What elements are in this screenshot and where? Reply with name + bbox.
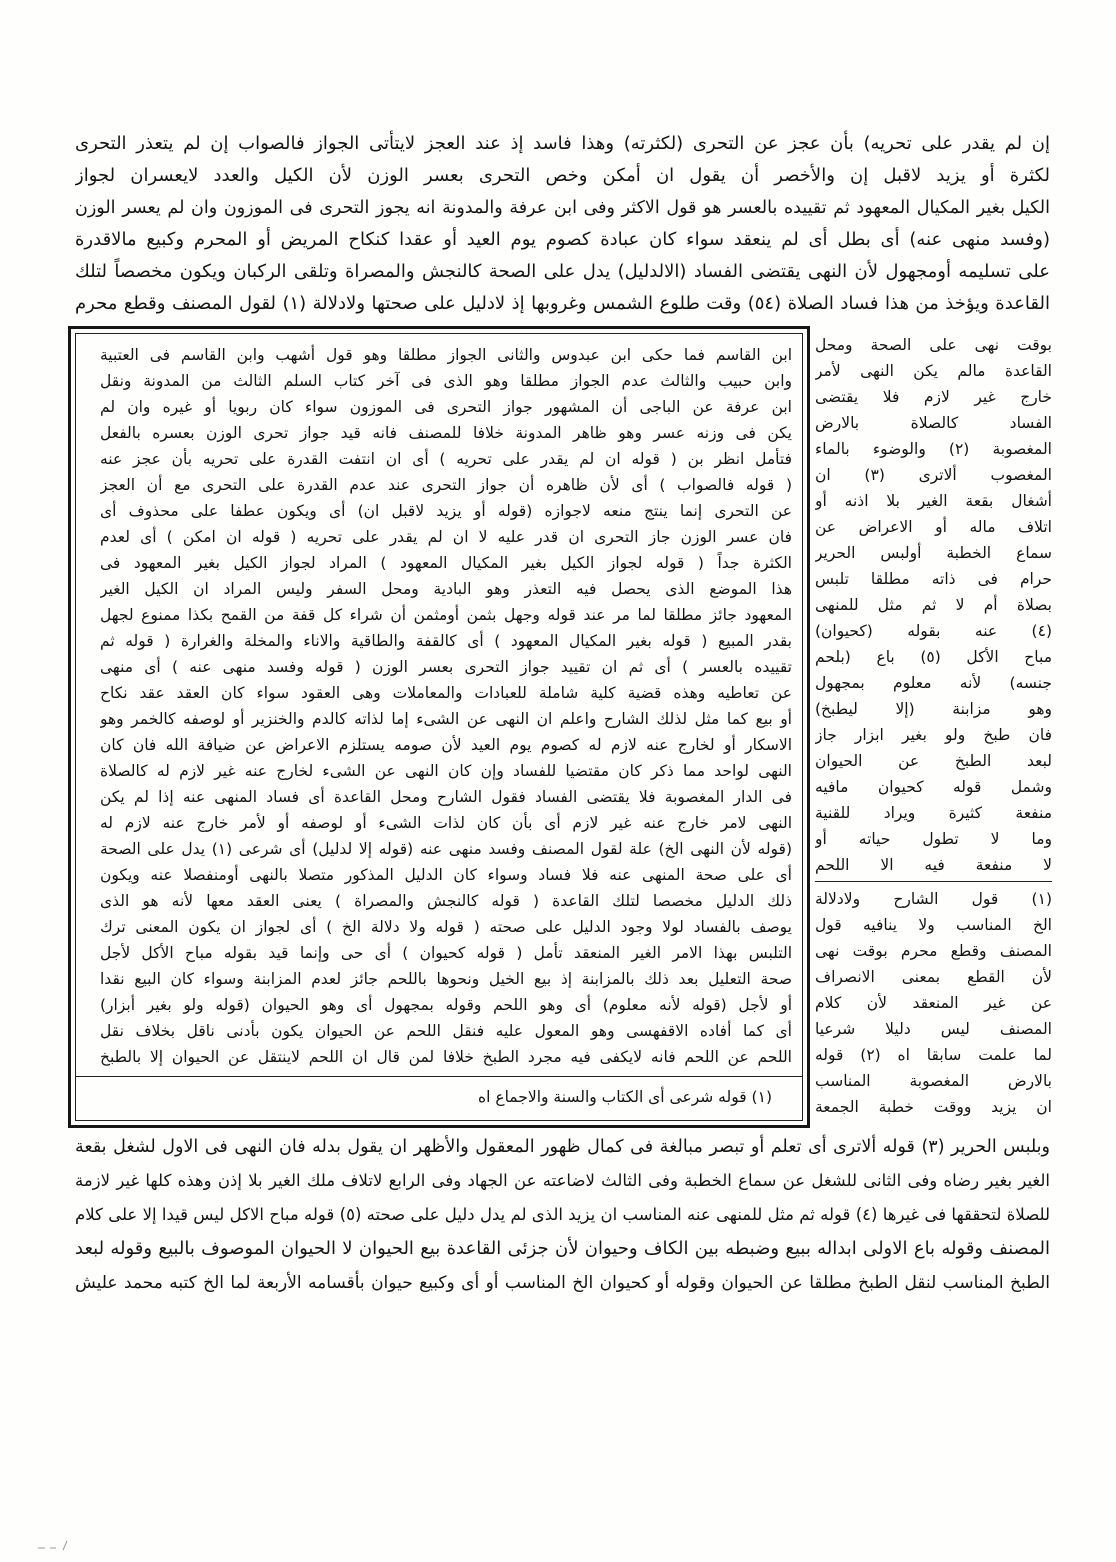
commentary-line: ابن عرفة عن الباجى أن المشهور جواز التحرى فى الموزون سواء كان ربويا أو غيره وان لم <box>100 398 792 416</box>
commentary-line: أى كما أفاده الاقفهسى وهو المعول عليه فنقل اللحم عن الحيوان يكون بأدنى ناقل بخلاف نقل <box>100 1022 792 1040</box>
commentary-text <box>100 342 792 1070</box>
commentary-line: المعهود جائز مطلقا لما مر عند قوله وجهل بثمن أومثمن أن شراء كل قفة من القمح بكذا ممنوع لجهل <box>100 606 792 624</box>
margin-gloss-line: منفعة كثيرة ويراد للقنية <box>815 804 1052 822</box>
margin-gloss-line: المغصوب ألاترى (٣) ان <box>815 466 1052 484</box>
top-text-line: إن لم يقدر على تحريه) بأن عجز عن التحرى (لكثرته) وهذا فاسد إذ عند العجز لايتأتى الجواز فالصواب إن لم يتعذر التحرى <box>75 133 1050 154</box>
commentary-line: عن تعاطيه وهذه قضية كلية شاملة للعبادات والمعاملات وهى العقود سواء كان العقد عقد نكاح <box>100 684 792 702</box>
commentary-line: فى الدار المغصوبة فلا يقتضى الفساد فقول الشارح ومحل القاعدة أى فساد المنهى عنه إذا لم يكن <box>100 788 792 806</box>
margin-gloss-line: وشمل قوله كحيوان مافيه <box>815 778 1052 796</box>
commentary-line: اللحم عن اللحم فانه لايكفى فيه مجرد الطبخ خلافا لمن قال ان اللحم لاينتقل عن الحيوان إلا بالطبخ <box>100 1048 792 1066</box>
bottom-text-block <box>75 1130 1050 1300</box>
margin-gloss-line: جنسه) لأنه معلوم بمجهول <box>815 674 1052 692</box>
margin-gloss-line: خارج غير لازم فلا يقتضى <box>815 388 1052 406</box>
margin-note-line: بالارض المغصوبة المناسب <box>815 1072 1052 1090</box>
margin-gloss-line: بوقت نهى على الصحة ومحل <box>815 336 1052 354</box>
bottom-text-line: للصلاة لتحققها فى غيرها (٤) قوله ثم مثل للمنهى عنه المناسب ان يزيد الذى لم يدل دليل على صحته (٥) قوله مباح الاكل ليس قيدا إلا على كلام <box>75 1205 1050 1224</box>
commentary-line: فان عسر الوزن جاز التحرى ان قدر عليه لا ان لم يقدر على تحريه ( قوله ان امكن ) أى لعدم <box>100 528 792 546</box>
margin-note-line: المصنف وقطع محرم بوقت نهى <box>815 942 1052 960</box>
top-text-line: (وفسد منهى عنه) أى بطل أى لم ينعقد سواء كان عبادة كصوم يوم العيد أو عقدا كنكاح المريض أو المحرم وكبيع مالاقدرة <box>75 229 1050 250</box>
margin-gloss-line: الفساد كالصلاة بالارض <box>815 414 1052 432</box>
bottom-text-line: وبلبس الحرير (٣) قوله ألاترى أى تعلم أو تبصر مبالغة فى كمال ظهور المعقول والأظهر ان يقول بدله فان النهى فى الاول لشغل بقعة <box>75 1137 1050 1157</box>
commentary-line: وابن حبيب والثالث عدم الجواز مطلقا وهو الذى فى آخر كتاب السلم الثالث من المدونة ونقل <box>100 372 792 390</box>
margin-note-line: (١) قول الشارح ولادلالة <box>815 890 1052 908</box>
margin-gloss-line: بصلاة أم لا ثم مثل للمنهى <box>815 596 1052 614</box>
commentary-line: ذلك الدليل مخصصا لتلك القاعدة ( قوله كالنجش والمصراة ) يعنى العقد معها لأنه هو الذى <box>100 892 792 910</box>
commentary-line: النهى لواحد مما ذكر كان مقتضيا للفساد وإن كان النهى عن الشىء لخارج عنه غير لازم له كالصلاة <box>100 762 792 780</box>
top-text-line: الكيل بغير المكيال المعهود ثم تقييده بالعسر هو قول الاكثر وفى ابن عرفة والمدونة انه يجوز التحرى فى الموزون وان لم يعسر الوزن <box>75 198 1050 218</box>
margin-gloss-line: القاعدة مالم يكن النهى لأمر <box>815 362 1052 380</box>
commentary-line: أو لأجل (قوله لأنه معلوم) أى وهو اللحم وقوله بمجهول أى وهو الحيوان (قوله ولو بغير أبزار) <box>100 996 792 1014</box>
commentary-line: فتأمل انظر بن ( قوله ان لم يقدر على تحريه ) أى ان انتفت القدرة على تحريه بأن عجز عنه <box>100 450 792 468</box>
bottom-text-line: الطبخ المناسب لنقل الطبخ مطلقا عن الحيوان وقوله أو كحيوان الخ المناسب أو أى وكبيع حيوان بأقسامه الأربعة لما الخ كتبه محمد عليش <box>75 1273 1050 1293</box>
footnote-divider <box>76 1076 802 1077</box>
commentary-line: هذا الموضع الذى يحصل فيه التعذر وهو البادية ومحل السفر وليس المراد ان الكيل الغير <box>100 580 792 598</box>
margin-gloss-line: سماع الخطبة أولبس الحرير <box>815 544 1052 562</box>
margin-note-line: لأن القطع بمعنى الانصراف <box>815 968 1052 986</box>
commentary-box-inner-frame <box>75 333 803 1121</box>
margin-divider <box>815 881 1052 882</box>
margin-note-line: عن غير المنعقد لأن كلام <box>815 994 1052 1012</box>
scan-specks <box>36 1538 76 1552</box>
margin-gloss-line: وما لا تطول حياته أو <box>815 830 1052 848</box>
commentary-line: عن التحرى إنما ينتج منعه لاجوازه (قوله أو يزيد لاقبل ان) أى ويكون عطفا على محذوف أى <box>100 502 792 520</box>
commentary-footnote: (١) قوله شرعى أى الكتاب والسنة والاجماع اه <box>477 1088 772 1106</box>
margin-gloss-line: لبعد الطبخ عن الحيوان <box>815 752 1052 770</box>
margin-gloss-line: أشغال بقعة الغير بلا اذنه أو <box>815 492 1052 510</box>
bottom-text-line: المصنف وقوله باع الاولى ابداله ببيع وضبطه بين الكاف وحيوان لأن جزئى القاعدة بيع الحيوان لا الحيوان الموصوف بالبيع وقوله لبعد <box>75 1238 1050 1259</box>
top-text-block <box>75 128 1050 320</box>
commentary-line: أى على صحة المنهى عنه فلا فساد وسواء كان الدليل المذكور متصلا بالنهى أومنفصلا عنه ويكون <box>100 866 792 884</box>
commentary-box <box>68 326 810 1128</box>
margin-note-line: لما علمت سابقا اه (٢) قوله <box>815 1046 1052 1064</box>
commentary-line: يوصف بالفساد لولا وجود الدليل على صحته ( قوله ولا دلالة الخ ) أى لجواز ان يكون المعنى ترك <box>100 918 792 936</box>
commentary-line: (قوله لأن النهى الخ) علة لقول المصنف وفسد منهى عنه (قوله إلا لدليل) أى شرعى (١) يدل على الصحة <box>100 840 792 858</box>
margin-gloss-line: فان طبخ ولو بغير ابزار جاز <box>815 726 1052 744</box>
commentary-line: يكن فى وزنه عسر وهو ظاهر المدونة خلافا للمصنف فانه قيد جواز تحرى الوزن بعسره بالفعل <box>100 424 792 442</box>
margin-gloss <box>815 332 1052 1120</box>
bottom-text-line: الغير بغير رضاه وفى الثانى للشغل عن سماع الخطبة وفى الثالث لاضاعته عن الجهاد وفى الرابع لاتلاف ملك الغير بلا إذن وهذه كلها غير لازمة <box>75 1171 1050 1190</box>
margin-gloss-line: اتلاف ماله أو الاعراض عن <box>815 518 1052 536</box>
margin-gloss-line: مباح الأكل (٥) باع (بلحم <box>815 648 1052 666</box>
commentary-line: الاسكار أو لخارج عنه لازم له كصوم يوم العيد لأن صومه يستلزم الاعراض عن ضيافة الله فان كان <box>100 736 792 754</box>
top-text-line: القاعدة ويؤخذ من هذا فساد الصلاة (٥٤) وقت طلوع الشمس وغروبها إذ لادليل على صحتها ولادلالة (١) لقول المصنف وقطع محرم <box>75 293 1050 314</box>
commentary-line: صحة التعليل بعد ذلك بالمزابنة إذ بيع الخيل ونحوها باللحم جائز لعدم المزابنة وسواء كان البيع نقدا <box>100 970 792 988</box>
margin-gloss-line: لا منفعة فيه الا اللحم <box>815 856 1052 874</box>
commentary-line: التلبس بهذا الامر الغير المنعقد تأمل ( قوله كحيوان ) أى حى وإنما قيد بقوله مباح الأكل لأجل <box>100 944 792 962</box>
margin-note-line: الخ المناسب ولا ينافيه قول <box>815 916 1052 934</box>
commentary-line: النهى لامر خارج عنه غير لازم أى بأن كان لذات الشىء أو لوصفه أو لأمر خارج عنه لازم له <box>100 814 792 832</box>
commentary-line: أو بيع كما مثل لذلك الشارح واعلم ان النهى عن الشىء إما لذاته كالدم والخنزير أو لوصفه كالخمر وهو <box>100 710 792 728</box>
margin-note-line: المصنف ليس دليلا شرعيا <box>815 1020 1052 1038</box>
commentary-line: ابن القاسم فما حكى ابن عبدوس والثانى الجواز مطلقا وهو قول أشهب وابن القاسم فى العتبية <box>100 346 792 364</box>
margin-gloss-line: المغصوبة (٢) والوضوء بالماء <box>815 440 1052 458</box>
commentary-line: الكثرة جداً ( قوله لجواز الكيل بغير المكيال المعهود ) المراد لجواز الكيل بغير المعهود فى <box>100 554 792 572</box>
commentary-line: ( قوله فالصواب ) أى لأن ظاهره أن جواز التحرى عند عدم القدرة على التحرى مع أن العجز <box>100 476 792 494</box>
top-text-line: على تسليمه أومجهول لأن النهى يقتضى الفساد (الالدليل) يدل على الصحة كالنجش والمصراة وتلقى الركبان ويكون مخصصاً لتلك <box>75 261 1050 282</box>
commentary-line: تقييده بالعسر ) أى ثم ان تقييد جواز التحرى بعسر الوزن ( قوله وفسد منهى عنه ) أى منهى <box>100 658 792 676</box>
margin-gloss-line: (٤) عنه بقوله (كحيوان) <box>815 622 1052 640</box>
margin-gloss-line: حرام فى ذاته مطلقا تلبس <box>815 570 1052 588</box>
margin-gloss-line: وهو مزابنة (إلا ليطبخ) <box>815 700 1052 718</box>
top-text-line: لكثرة أو يزيد لاقبل إن والأخصر أن يقول ان أمكن وخص التحرى بعسر الوزن لأن الكيل والعدد لايعسران لجواز <box>75 165 1050 186</box>
commentary-line: بقدر المبيع ( قوله بغير المكيال المعهود ) أى كالقفة والطاقية والاناء والمخلة والغرارة ( قوله ثم <box>100 632 792 650</box>
margin-note-line: ان يزيد ووقت خطبة الجمعة <box>815 1098 1052 1116</box>
